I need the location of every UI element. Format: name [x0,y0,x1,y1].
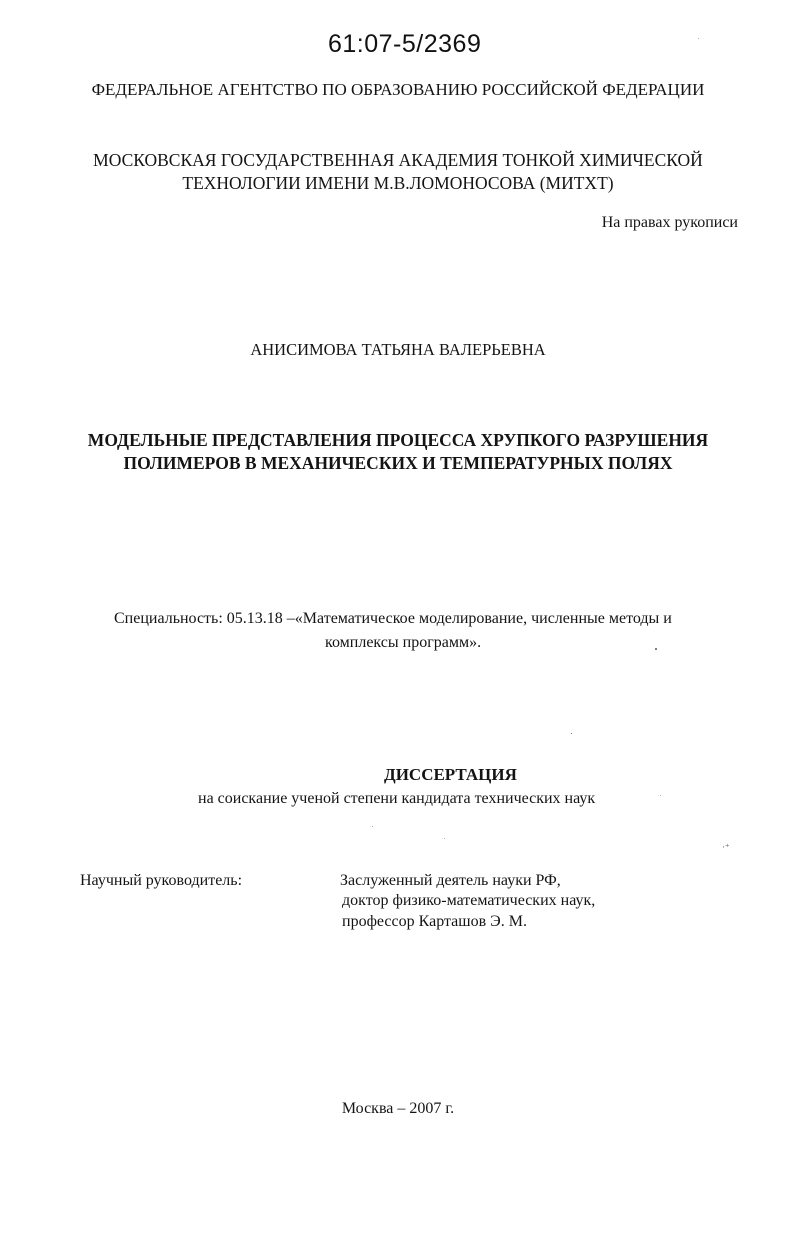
degree-line: на соискание ученой степени кандидата технических наук [198,790,596,807]
academy-name-line2: ТЕХНОЛОГИИ ИМЕНИ М.В.ЛОМОНОСОВА (МИТХТ) [182,173,614,193]
specialty-line1: Специальность: 05.13.18 –«Математическое моделирование, численные методы и [114,610,672,627]
supervisor-line3: профессор Карташов Э. М. [342,913,527,930]
scan-speck [698,38,699,39]
scan-speck [655,648,657,650]
scan-speck [660,795,661,796]
city-year: Москва – 2007 г. [341,1100,455,1117]
thesis-title-line2: ПОЛИМЕРОВ В МЕХАНИЧЕСКИХ И ТЕМПЕРАТУРНЫХ ПОЛЯХ [123,453,673,473]
academy-name-line1: МОСКОВСКАЯ ГОСУДАРСТВЕННАЯ АКАДЕМИЯ ТОНКОЙ ХИМИЧЕСКОЙ [93,150,703,170]
supervisor-line2: доктор физико-математических наук, [342,892,596,909]
supervisor-label: Научный руководитель: [80,872,243,889]
author-name: АНИСИМОВА ТАТЬЯНА ВАЛЕРЬЕВНА [250,340,546,359]
scan-mark: ·⁺ [722,843,730,853]
agency-name: ФЕДЕРАЛЬНОЕ АГЕНТСТВО ПО ОБРАЗОВАНИЮ РОССИЙСКОЙ ФЕДЕРАЦИИ [91,80,705,99]
supervisor-line1: Заслуженный деятель науки РФ, [340,872,561,889]
specialty-line2: комплексы программ». [325,634,482,651]
scan-speck [372,826,373,827]
rights-note: На правах рукописи [601,214,738,231]
thesis-title-line1: МОДЕЛЬНЫЕ ПРЕДСТАВЛЕНИЯ ПРОЦЕССА ХРУПКОГО РАЗРУШЕНИЯ [87,430,709,450]
dissertation-heading: ДИССЕРТАЦИЯ [384,765,517,784]
archive-stamp: 61:07-5/2369 [328,30,482,58]
scan-speck [571,733,572,734]
scan-speck [444,838,445,839]
